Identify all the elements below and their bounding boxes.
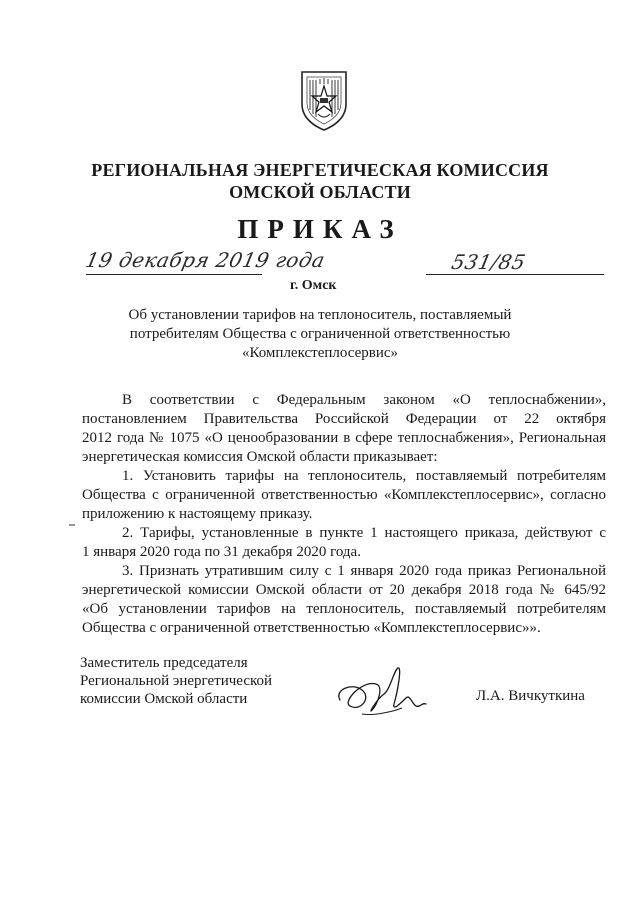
coat-of-arms-icon [296,70,352,132]
order-body [82,391,606,638]
item3-line: Общества с ограниченной ответственностью «Комплекстеплосервис»». [82,620,541,636]
preamble-line: 2012 года № 1075 «О ценообразовании в сфере теплоснабжения», Региональная [82,430,606,446]
preamble-line: В соответствии с Федеральным законом «О теплоснабжении», [122,392,606,408]
position-line: Региональной энергетической [80,673,273,689]
number-underline [426,274,604,275]
item3-line: 3. Признать утратившим силу с 1 января 2020 года приказ Региональной [122,563,606,579]
item3-line: энергетической комиссии Омской области от 20 декабря 2018 года № 645/92 [82,582,606,598]
document-type-title: ПРИКАЗ [237,214,403,244]
preamble-line: постановлением Правительства Российской Федерации от 22 октября [82,411,606,427]
organization-name-line2: ОМСКОЙ ОБЛАСТИ [229,182,411,202]
handwritten-date: 19 декабря 2019 года [83,248,328,272]
preamble-line: энергетическая комиссия Омской области приказывает: [82,449,438,465]
item1-line: приложению к настоящему приказу. [82,506,313,522]
city-label: г. Омск [290,278,337,293]
position-line: Заместитель председателя [80,655,248,671]
item1-line: 1. Установить тарифы на теплоноситель, поставляемый потребителям [122,468,606,484]
handwritten-signature [332,660,432,730]
organization-name-line1: РЕГИОНАЛЬНАЯ ЭНЕРГЕТИЧЕСКАЯ КОМИССИЯ [91,160,549,180]
signatory-name: Л.А. Вичкуткина [476,688,585,704]
date-underline [86,274,262,275]
subject-line: потребителям Общества с ограниченной ответственностью [129,326,511,342]
subject-line: Об установлении тарифов на теплоноситель, поставляемый [128,307,512,323]
item3-line: «Об установлении тарифов на теплоноситель, поставляемый потребителям [82,601,606,617]
item2-line: 1 января 2020 года по 31 декабря 2020 года. [82,544,361,560]
item1-line: Общества с ограниченной ответственностью «Комплекстеплосервис», согласно [82,487,606,503]
order-subject [110,306,530,363]
item2-line: 2. Тарифы, установленные в пункте 1 настоящего приказа, действуют с [122,525,606,541]
subject-line: «Комплекстеплосервис» [241,345,399,361]
handwritten-number: 531/85 [449,250,528,274]
signatory-position [80,654,272,708]
position-line: комиссии Омской области [80,691,248,707]
margin-mark [69,524,75,526]
